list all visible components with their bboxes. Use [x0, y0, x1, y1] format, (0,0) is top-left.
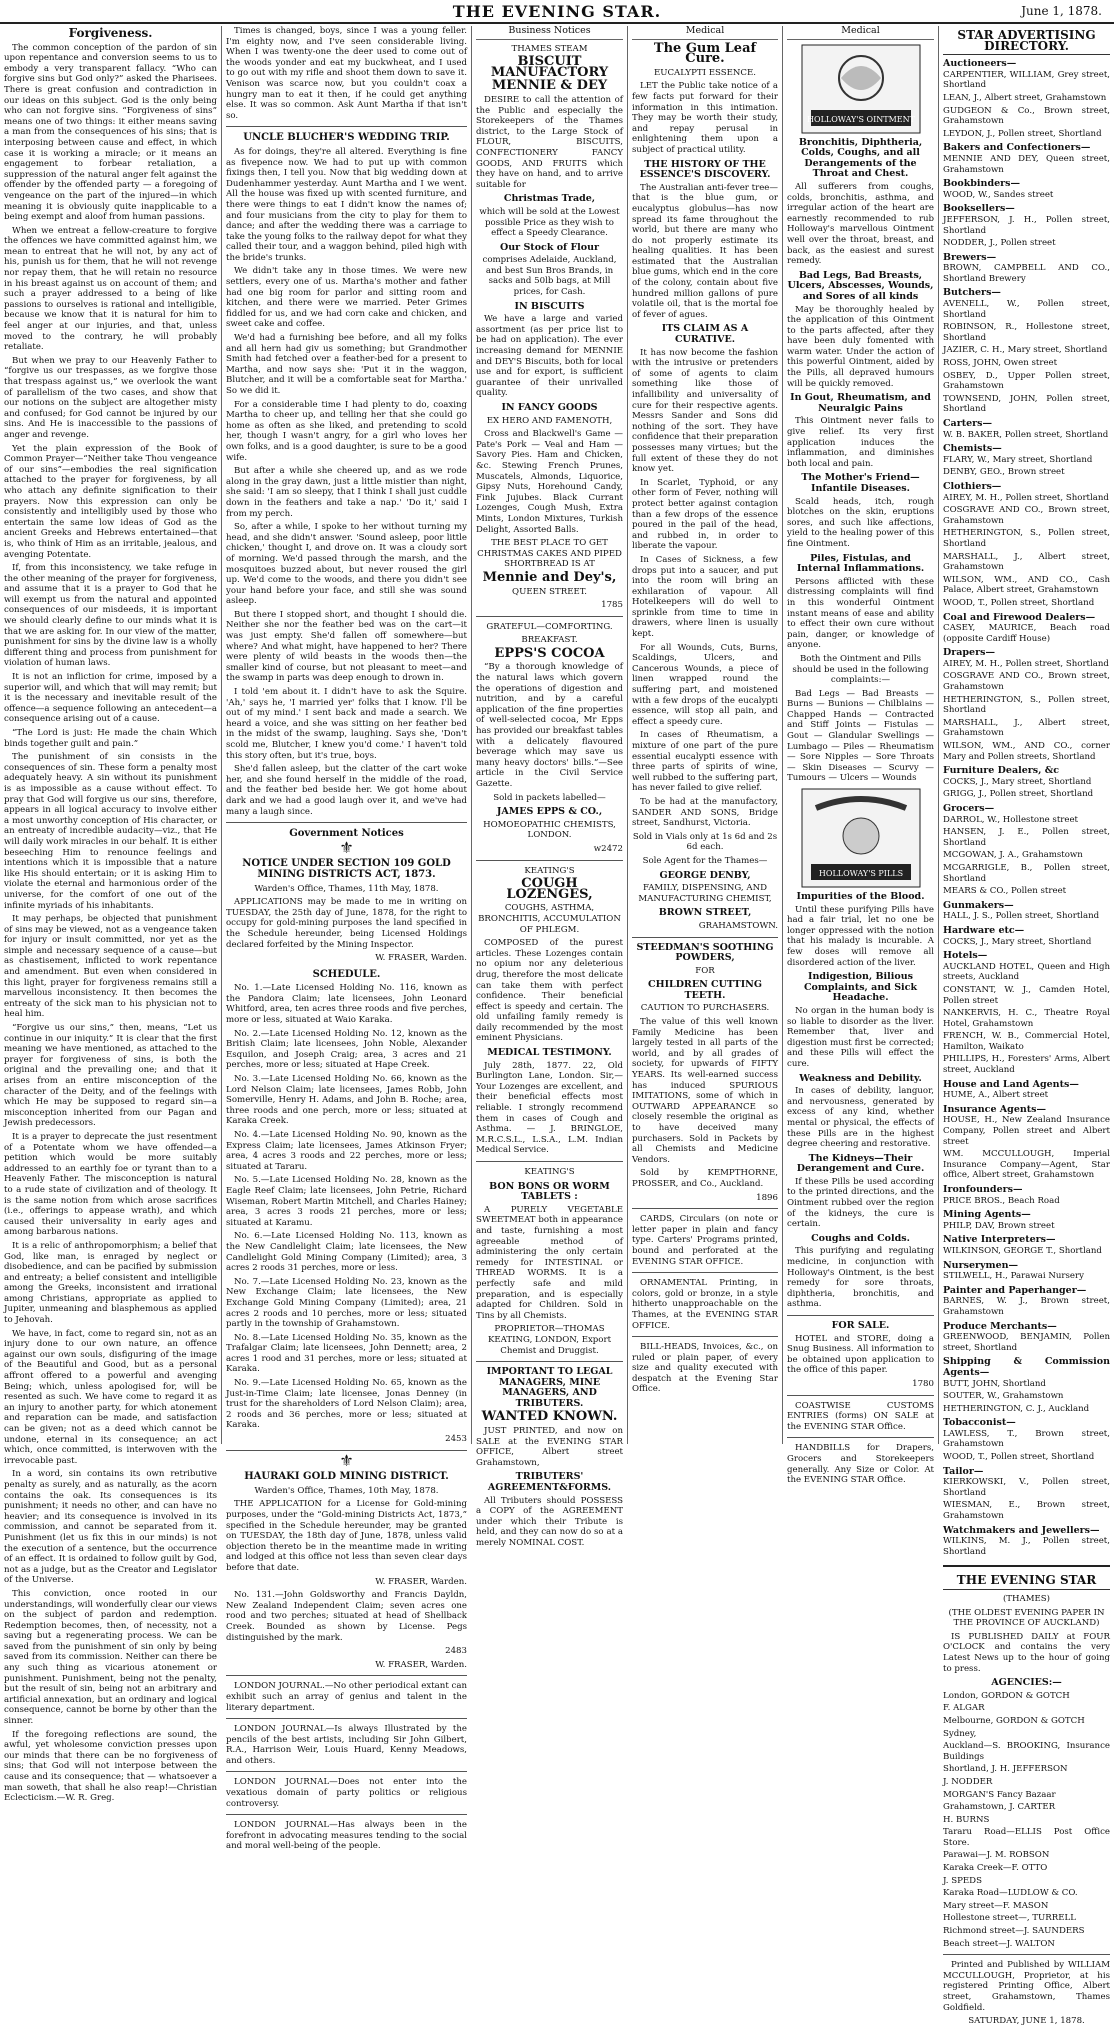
ad-body: To be had at the manufactory, SANDER AND SONS, Bridge street, Sandhurst, Victoria.: [632, 796, 778, 829]
notice-signature: W. FRASER, Warden.: [375, 953, 467, 964]
ad-body: All Tributers should POSSESS a COPY of the AGREEMENT under which their Tribute is held, and they can now do so at a merely NOMINAL COST.: [476, 1495, 623, 1548]
article-paragraph: It is not an infliction for crime, imposed by a superior will, and which that will may remit; but it is the necessary and inevitable result of the offence—a sequence following an antecedent—a consequence arising out of a cause.: [4, 672, 217, 725]
directory-entry: COCKS, J., Mary street, Shortland: [943, 776, 1092, 787]
article-paragraph: “The Lord is just: He made the chain Which binds together guilt and pain.”: [4, 728, 217, 749]
directory-entry: CONSTANT, W. J., Camden Hotel, Pollen street: [943, 984, 1110, 1006]
story-paragraph: As for doings, they're all altered. Everything is fine as fivepence now. We had to put up with common fixings then, I tell you. Now that big wedding down at Dudenhammer yesterday. Aunt Martha and I we went. All the house was fixed up with scented furniture, and there were things to eat I didn't know the names of; and four musicians from the city to play for them to dance; and after the wedding there was a carriage to take the young folks to the railway depot for what they called their tour, and a waggon behind, piled high with the bride's trunks.: [226, 146, 467, 263]
schedule-item: No. 7.—Late Licensed Holding No. 23, known as the New Exchange Claim; late licensees, the New Exchange Gold Mining Company (Limited); area, 21 acres 2 roods and 10 perches, more or less; situated partly in the township of Grahamstown.: [226, 1276, 467, 1330]
directory-entry: MARSHALL, J., Albert street, Grahamstown: [943, 551, 1110, 573]
article-paragraph: “Forgive us our sins,” then, means, “Let us continue in our iniquity.” It is clear that the first meaning we have mentioned, as attached to the prayer for forgiveness of sins, is both the original and the prevailing one; and that it arises from an entire misconception of the character of the Deity, and of the feelings with which He may be supposed to regard sin—a misconception inherited from our Pagan and Jewish predecessors.: [4, 1023, 217, 1129]
story-paragraph: She'd fallen asleep, but the clatter of the cart woke her, and she found herself in the middle of the road, and the feather bed beside her. We got home about dark and we had a good laugh over it, and we've had many a laugh since.: [226, 764, 467, 817]
column-directory: [939, 26, 1114, 2027]
masthead: [0, 0, 1114, 24]
directory-entry: HUME, A., Albert street: [943, 1090, 1049, 1101]
story-paragraph: We'd had a furnishing bee before, and all my folks and all hern had giv us something; but Grandmother Smith had fetched over a feather-bed for a present to Martha, and now says she: 'Put it in the waggon, Blutcher, and it will be a comfortable seat for Martha.' So we did it.: [226, 333, 467, 396]
schedule-item: No. 2.—Late Licensed Holding No. 12, known as the British Claim; late licensees, John Noble, Alexander Esquilon, and Joseph Craig; area, 3 acres and 21 perches, more or less; situated at Hape Creek.: [226, 1028, 467, 1071]
schedule-item: No. 6.—Late Licensed Holding No. 113, known as the New Candlelight Claim; late licensees, the New Candlelight Gold Mining Company (Limited); area, 3 acres 2 roods 31 perches, more or less.: [226, 1231, 467, 1274]
ad-body: In cases of Rheumatism, a mixture of one part of the pure essential eucalypti essence with three parts of spirits of wine, well rubbed to the suffering part, has never failed to give relief.: [632, 730, 778, 794]
directory-category: Bakers and Confectioners—: [943, 142, 1091, 154]
firm-town: GRAHAMSTOWN.: [698, 920, 778, 931]
directory-category: Bookbinders—: [943, 178, 1020, 190]
agent-entry: Beach street—J. WALTON: [943, 1938, 1055, 1949]
ad-body: Sold in packets labelled—: [493, 792, 606, 803]
article-title: Forgiveness.: [68, 26, 153, 40]
directory-category: Hotels—: [943, 950, 988, 962]
directory-entry: MARSHALL, J., Albert street, Grahamstown: [943, 717, 1110, 739]
ad-body: No organ in the human body is so liable to disorder as the liver. Remember that, liver and digestion must first be corrected; and these Pills will effect the cure.: [787, 1005, 934, 1069]
directory-entry: BUTT, JOHN, Shortland: [943, 1378, 1046, 1389]
directory-entry: SOUTER, W., Grahamstown: [943, 1391, 1064, 1402]
directory-category: Native Interpreters—: [943, 1234, 1056, 1246]
holloway-pills-illustration: [801, 788, 921, 888]
agent-entry: Hollestone street—, TURRELL: [943, 1913, 1076, 1924]
ad-subtitle: Impurities of the Blood.: [796, 891, 925, 903]
directory-entry: WILSON, WM., AND CO., corner Mary and Pollen streets, Shortland: [943, 741, 1110, 762]
directory-entry: WOOD, W., Sandes street: [943, 189, 1054, 200]
directory-entry: FLARY, W., Mary street, Shortland: [943, 454, 1093, 465]
directory-entry: WOOD, T., Pollen street, Shortland: [943, 1452, 1095, 1463]
directory-category: Watchmakers and Jewellers—: [943, 1524, 1100, 1536]
ad-subtitle: In Gout, Rheumatism, and Neuralgic Pains: [790, 392, 931, 414]
ad-body: In cases of debility, languor, and nervousness, generated by excess of any kind, whether mental or physical, the effects of these Pills are in the highest degree cheering and restorative.: [787, 1086, 934, 1150]
directory-entry: LEAN, J., Albert street, Grahamstown: [943, 92, 1107, 103]
ad-subtitle: CHILDREN CUTTING TEETH.: [648, 979, 762, 1001]
ad-kicker: THAMES STEAM: [511, 43, 588, 54]
ad-body: July 28th, 1877. 22, Old Burlington Lane, London. Sir,—Your Lozenges are excellent, and their beneficial effects most reliable. I strongly recommend them in cases of Cough and Asthma. — J. BRINGLOE, M.R.C.S.L., L.S.A., L.M. Indian Medical Service.: [476, 1060, 623, 1156]
directory-entry: TOWNSEND, JOHN, Pollen street, Shortland: [943, 393, 1110, 415]
agent-entry: J. SPEDS: [943, 1875, 982, 1886]
directory-entry: MEARS & CO., Pollen street: [943, 886, 1067, 897]
ad-title: STEEDMAN'S SOOTHING POWDERS,: [636, 941, 774, 964]
section-heading: Government Notices: [289, 828, 404, 840]
ad-body: THE BEST PLACE TO GET CHRISTMAS CAKES AND PIPED SHORTBREAD IS AT: [477, 538, 622, 570]
ad-number: 2483: [445, 1646, 467, 1657]
ad-subtitle: Weakness and Debility.: [799, 1072, 922, 1084]
directory-entry: HANSEN, J. E., Pollen street, Shortland: [943, 827, 1110, 848]
agent-entry: F. ALGAR: [943, 1703, 985, 1714]
ad-subtitle: IN BISCUITS: [514, 300, 585, 312]
ad-subtitle: Our Stock of Flour: [499, 241, 600, 253]
agent-list: [943, 1691, 1110, 1949]
pills-logo-text: HOLLOWAY'S PILLS: [818, 869, 903, 879]
directory-category: Mining Agents—: [943, 1209, 1031, 1221]
article-paragraph: We have, in fact, come to regard sin, not as an injury done to our own nature, an offence against our own souls, disfiguring of the image of the Beautiful and Good, but as a personal affront offered to a powerful and avenging Being; which, unless apologised for, will be resented as such. We have come to regard it as an injury to another party, for which atonement and reparation can be made, and satisfaction can be given; not as a deed which cannot be undone, eternal in its consequence; an act which, once committed, is interwoven with the irrevocable past.: [4, 1328, 217, 1466]
directory-category: Furniture Dealers, &c: [943, 765, 1060, 777]
agent-entry: Melbourne, GORDON & GOTCH: [943, 1715, 1085, 1726]
directory-category: Grocers—: [943, 803, 995, 814]
ad-body: This purifying and regulating medicine, in conjunction with Holloway's Ointment, is the best remedy for sore throats, diphtheria, bronchitis, and asthma.: [787, 1246, 934, 1310]
issue-date: June 1, 1878.: [1021, 4, 1102, 18]
directory-category: Brewers—: [943, 251, 997, 263]
directory-category: Chemists—: [943, 443, 1002, 455]
ad-body: Cross and Blackwell's Game — Pate's Pork — Veal and Ham — Savory Pies. Ham and Chicken, &c. Stewing French Prunes, Muscatels, Almonds, Liquorice, Gipsy Nuts, Horehound Candy, Fink Jujubes. Black Currant Lozenges, Cough Mush, Extra Mints, London Mixtures, Turkish Delight, Assorted Balls.: [476, 429, 623, 535]
ad-body: comprises Adelaide, Auckland, and best Sun Bros Brands, in sacks and 50lb bags, at Mill prices, for Cash.: [482, 255, 617, 298]
directory-entry: COSGRAVE AND CO., Brown street, Grahamstown: [943, 671, 1110, 693]
directory-entry: AIREY, M. H., Pollen street, Shortland: [943, 658, 1109, 669]
agent-entry: H. BURNS: [943, 1814, 990, 1825]
column-heading: Business Notices: [476, 26, 623, 40]
directory-entry: WILKINSON, GEORGE T., Shortland: [943, 1245, 1102, 1256]
notice-signature: W. FRASER, Warden.: [375, 1659, 467, 1670]
ad-kicker: KEATING'S: [524, 1167, 575, 1177]
story-paragraph: For a considerable time I had plenty to do, coaxing Martha to cheer up, and telling her that she could go home as often as she liked, and pretending to scold her, though I wasn't angry, for a girl who loves her own folks, and is a good daughter, is sure to be a good wife.: [226, 399, 467, 463]
ad-body: For all Wounds, Cuts, Burns, Scaldings, Ulcers, and Cancerous Wounds, a piece of linen wrapped round the suffering part, and moistened with a few drops of the eucalypti essence, will stop all pain, and effect a speedy cure.: [632, 642, 778, 727]
ad-body: It has now become the fashion with the intrusive or pretenders of some of agents to claim something like those of infallibility and universality of cure for their respective agents. Messrs Sander and Sons did nothing of the sort. They have confidence that their preparation possesses many virtues; but the full extent of these they do not know yet.: [632, 347, 778, 475]
directory-entry: CASEY, MAURICE, Beach road (opposite Cardiff House): [943, 623, 1110, 644]
directory-entry: WILSON, WM., AND CO., Cash Palace, Albert street, Grahamstown: [943, 574, 1110, 596]
article-paragraph: It is a prayer to deprecate the just resentment of a Potentate whom we have offended—a petition which would be more suitably addressed to an earthly foe or tyrant than to a Heavenly Father. The misconception is natural to a rude state of civilization and of theology. It is the same notion from which arose sacrifices (i.e., offerings to appease wrath), and which caused their universality in early ages and among barbarous nations.: [4, 1131, 217, 1238]
agent-entry: Grahamstown, J. CARTER: [943, 1802, 1056, 1813]
directory-category: Ironfounders—: [943, 1184, 1023, 1195]
ad-body: CARDS, Circulars (on note or letter paper in plain and fancy type. Carters' Programs printed, bound and perforated at the EVENING STAR OFFICE.: [632, 1214, 778, 1267]
directory-entry: COSGRAVE AND CO., Brown street, Grahamstown: [943, 505, 1110, 526]
ad-body: This Ointment never fails to give relief. Its very first application induces the inflammation, and diminishes both local and pain.: [787, 416, 934, 469]
ad-body: EX HERO AND FAMENOTH,: [486, 415, 613, 426]
directory-title: STAR ADVERTISING DIRECTORY.: [943, 30, 1110, 55]
directory-entry: GUDGEON & Co., Brown street, Grahamstown: [943, 105, 1110, 127]
firm-address: HOMOEOPATHIC CHEMISTS, LONDON.: [483, 819, 616, 841]
article-paragraph: In a word, sin contains its own retributive penalty as surely, and as naturally, as the acorn contains the oak. Its consequences is its punishment; it needs no other, and can have no heavier; and its consequence is involved in its commission, and cannot be separated from it. Punishment (let us fix this in our minds) is not the execution of a sentence, but the occurrence of an effect. It is ordained to follow guilt by God, not as a judge, but as the Creator and Legislator of the Universe.: [4, 1469, 217, 1586]
ad-subtitle: Piles, Fistulas, and Internal Inflammations.: [796, 552, 925, 575]
story-paragraph: But after a while she cheered up, and as we rode along in the gray dawn, just a little mistier than night, she said: 'I am so sleepy, that I think I shall just cuddle down in the feathers and take a nap.' 'Do it,' said I from my perch.: [226, 466, 467, 519]
article-paragraph: This conviction, once rooted in our understandings, will wonderfully clear our views on the subject of pardon and redemption. Redemption becomes, then, of necessity, not a saving but a regenerating process. We can be saved from the punishment of sin only by being saved from its commission. Neither can there be any such thing as vicarious atonement or punishment. Punishment, being not the penalty, but the result of sin, being not an arbitrary and artificial annexation, but an ordinary and logical consequence, cannot be borne by other than the sinner.: [4, 1588, 217, 1727]
agent-entry: J. NODDER: [943, 1776, 993, 1787]
directory-category: Nurserymen—: [943, 1259, 1019, 1271]
ad-subtitle: MEDICAL TESTIMONY.: [487, 1047, 612, 1059]
directory-category: Insurance Agents—: [943, 1103, 1047, 1115]
directory-category: Painter and Paperhanger—: [943, 1284, 1087, 1296]
directory-entry: WOOD, T., Pollen street, Shortland: [943, 597, 1095, 608]
column-story-notices: [222, 26, 472, 1852]
directory-entry: WM. MCCULLOUGH, Imperial Insurance Company—Agent, Star office, Albert street, Grahamstown: [943, 1149, 1110, 1181]
agent-entry: Auckland—S. BROOKING, Insurance Buildings: [943, 1741, 1110, 1762]
column-business-notices: [472, 25, 628, 1548]
story-paragraph: But there I stopped short, and thought I should die. Neither she nor the feather bed was on the cart—it was just empty. She'd fallen off somewhere—but where? And what might, have happened to her? There were plenty of wild beasts in the woods then—the smaller kind of course, but not pleasant to meet—and the swamp in parts was deep enough to drown in.: [226, 609, 467, 684]
directory-entry: OSBEY, D., Upper Pollen street, Grahamstown: [943, 370, 1110, 392]
directory-entry: CARPENTIER, WILLIAM, Grey street, Shortland: [943, 69, 1110, 91]
ad-title: BISCUIT MANUFACTORY: [490, 54, 609, 80]
firm-name: Mennie and Dey's,: [482, 569, 617, 585]
ad-body: May be thoroughly healed by the application of this Ointment to the parts affected, after they have been duly fomented with warm water. Under the action of this powerful Ointment, aided by the Pills, all depraved humours will be quickly removed.: [787, 304, 934, 389]
directory-category: Gunmakers—: [943, 899, 1014, 911]
directory-entry: AVENELL, W., Pollen street, Shortland: [943, 299, 1110, 320]
directory-entry: ROSS, JOHN, Owen street: [943, 358, 1058, 369]
directory-category: Drapers—: [943, 647, 995, 659]
ad-title: COUGH LOZENGES,: [506, 876, 593, 902]
london-journal-ad: LONDON JOURNAL—Does not enter into the vexatious domain of party politics or religious controversy.: [226, 1777, 467, 1809]
directory-entry: DARROL, W., Hollestone street: [943, 814, 1079, 825]
directory-category: Produce Merchants—: [943, 1320, 1057, 1332]
directory-category: Booksellers—: [943, 203, 1015, 215]
story-title: UNCLE BLUCHER'S WEDDING TRIP.: [243, 132, 450, 144]
schedule-item: No. 8.—Late Licensed Holding No. 35, known as the Trafalgar Claim; late licensees, John Dennett; area, 2 acres 1 rood and 31 perches, more or less; situated at Karaka.: [226, 1332, 467, 1375]
directory-entry: PRICE BROS., Beach Road: [943, 1195, 1060, 1206]
article-paragraph: If, from this inconsistency, we take refuge in the other meaning of the prayer for forgiveness, and assume that it is a prayer to God that he will exempt us from the natural and appointed consequences of our misdeeds, it is important we should clearly define to our minds what it is that we are asking for. In our view of the matter, punishment for sins by the divine law is a wholly different thing and process from punishment for violation of human laws.: [4, 563, 217, 669]
directory-category: Carters—: [943, 418, 993, 429]
ad-body: If these Pills be used according to the printed directions, and the Ointment rubbed over the region of the kidneys, the cure is certain.: [787, 1176, 934, 1230]
ad-kicker: KEATING'S: [524, 865, 575, 876]
ad-subtitle: EUCALYPTI ESSENCE.: [653, 67, 757, 78]
firm-desc: FAMILY, DISPENSING, AND MANUFACTURING CHEMIST,: [638, 883, 772, 904]
directory-category: Hardware etc—: [943, 924, 1025, 936]
story-paragraph: Times is changed, boys, since I was a young feller. I'm eighty now, and I've seen considerable living. When I was twenty-one the deer used to come out of the woods yonder and eat my buckwheat, and I used to go out with my rifle and shoot them down to save it. Venison was scarce now, but you couldn't coax a hungry man to eat it then, if he could get anything else. It was so common. Ask Aunt Martha if that isn't so.: [226, 26, 467, 121]
ad-body: All sufferers from coughs, colds, bronchitis, asthma, and irregular action of the heart are earnestly recommended to rub Holloway's marvellous Ointment well over the throat, breast, and back, as the easiest and surest remedy.: [787, 181, 934, 267]
directory-entry: BARNES, W. J., Brown street, Grahamstown: [943, 1296, 1110, 1317]
ad-number: 1896: [756, 1192, 778, 1203]
ad-body: COMPOSED of the purest articles. These Lozenges contain no opium nor any deleterious drug, therefore the most delicate can take them with perfect confidence. Their beneficial effect is speedy and certain. The old unfailing family remedy is daily recommended by the most eminent Physicians.: [476, 938, 623, 1044]
notice-body: APPLICATIONS may be made to me in writing on TUESDAY, the 25th day of June, 1878, for the right to occupy for gold-mining purposes the land specified in the Schedule hereunder, being Licensed Holdings declared forfeited by the Mining Inspector.: [226, 897, 467, 950]
column-heading: Medical: [632, 26, 778, 40]
ad-body: COASTWISE CUSTOMS ENTRIES (forms) ON SALE at the EVENING STAR Office.: [787, 1400, 934, 1432]
es-title: THE EVENING STAR: [943, 1575, 1110, 1590]
article-paragraph: Yet the plain expression of the Book of Common Prayer—“Neither take Thou vengeance of our sins”—embodies the real signification attached to the prayer for forgiveness, by all who attach any definite signification to their prayers. Now this expression can only be consistently and intelligibly used by those who entertain the same low ideas of God as the ancient Greeks and Hebrews entertained—that is, who think of Him as an irritable, jealous, and avenging Potentate.: [4, 443, 217, 560]
ad-title: EPPS'S COCOA: [494, 645, 605, 661]
article-paragraph: The common conception of the pardon of sin upon repentance and conversion seems to us to embody a very transparent fallacy. “Who can forgive sins but God only?” asked the Pharisees. There is great confusion and contradiction in our ideas on this subject. God is the only being who can not forgive sins. “Forgiveness of sins” means one of two things: it either means saving a man from the consequences of his sins; that is interposing between cause and effect, in which case it is working a miracle; or it means an engagement to forbear retaliation, a suppression of the natural anger felt against the offender by the offended party — a foregoing of vengeance on the part of the injured—in which meaning it is obviously quite inapplicable to a being exempt and aloof from human passions.: [4, 42, 217, 223]
ad-body: Scald heads, itch, rough blotches on the skin, eruptions sores, and such like affections, yield to the healing power of this fine Ointment.: [787, 496, 934, 549]
directory-entry: WIESMAN, E., Brown street, Grahamstown: [943, 1500, 1110, 1522]
directory-category: Butchers—: [943, 287, 1001, 299]
directory-category: Coal and Firewood Dealers—: [943, 611, 1096, 623]
agent-entry: Karaka Road—LUDLOW & CO.: [943, 1888, 1078, 1899]
agent-entry: Sydney,: [943, 1728, 977, 1739]
directory-entry: JEFFERSON, J. H., Pollen street, Shortland: [943, 214, 1110, 236]
notice-office: Warden's Office, Thames, 11th May, 1878.: [254, 883, 439, 894]
ointment-logo-text: HOLLOWAY'S OINTMENT: [806, 114, 915, 124]
london-journal-ad: LONDON JOURNAL.—No other periodical extant can exhibit such an array of genius and talent in the literary department.: [226, 1681, 467, 1713]
article-paragraph: It may perhaps, be objected that punishment of sins may be viewed, not as a vengeance taken for injury or insult committed, nor yet as the simple and necessary sequence of a cause—but as chastisement, inflicted to work repentance and amendment. But even when considered in this light, prayer for forgiveness remains still a marvellous inconsistency. It then becomes the entreaty of the sick man to his physician not to heal him.: [4, 914, 217, 1020]
ad-body: JUST PRINTED, and now on SALE at the EVENING STAR OFFICE, Albert street Grahamstown,: [476, 1426, 623, 1468]
es-tagline: (THE OLDEST EVENING PAPER IN THE PROVINCE OF AUCKLAND): [948, 1607, 1105, 1629]
ad-body: In Scarlet, Typhoid, or any other form of Fever, nothing will protect better against contagion than a few drops of the essence poured in the pail of the head, and rubbed in, in order to liberate the vapour.: [632, 477, 778, 552]
schedule-item: No. 5.—Late Licensed Holding No. 28, known as the Eagle Reef Claim; late licensees, John Petrie, Richard Wiseman, Robert Martin Mitchell, and Charles Hainey; area, 3 acres 3 roods 21 perches, more or less; situated at Karamu.: [226, 1175, 467, 1228]
story-body: [226, 147, 467, 817]
ad-body: A PURELY VEGETABLE SWEETMEAT both in appearance and taste, furnishing a most agreeable method of administering the only certain remedy for INTESTINAL or THREAD WORMS. It is a perfectly safe and mild preparation, and is especially adapted for Children. Sold in Tins by all Chemists.: [476, 1204, 623, 1321]
agent-entry: Richmond street—J. SAUNDERS: [943, 1926, 1085, 1937]
directory-entry: FRENCH, W. B., Commercial Hotel, Hamilton, Waikato: [943, 1031, 1110, 1052]
ad-title: BON BONS OR WORM TABLETS :: [489, 1180, 610, 1203]
directory-entry: WILKINS, M. J., Pollen street, Shortland: [943, 1536, 1110, 1557]
directory-entry: LEYDON, J., Pollen street, Shortland: [943, 128, 1102, 139]
article-paragraph: The punishment of sin consists in the consequences of sin. These form a penalty most adequately heavy. A sin without its punishment is as impossible as a cause without effect. To pray that God will forgive us our sins, therefore, appears in all logical accuracy to involve either a most unworthy conception of His character, or an entreaty of incredible audacity—viz., that He will daily work miracles in our behalf. It is either beseeching Him to renounce feelings and intentions which it is impossible that a nature like His should entertain; or it is asking Him to violate the eternal and harmonious order of the universe, for the comfort of one out of the infinite myriads of his inhabitants.: [4, 752, 217, 911]
ad-kicker: GRATEFUL—COMFORTING.: [486, 621, 613, 632]
directory-entry: DENBY, GEO., Brown street: [943, 467, 1065, 478]
ad-number: 2453: [445, 1434, 467, 1445]
agent-entry: Parawai—J. M. ROBSON: [943, 1850, 1050, 1861]
directory-entry: HETHERINGTON, S., Pollen street, Shortland: [943, 528, 1110, 549]
ad-subtitle: Bad Legs, Bad Breasts, Ulcers, Abscesses, Wounds, and Sores of all kinds: [787, 269, 934, 302]
ad-body: Sold by KEMPTHORNE, PROSSER, and Co., Auckland.: [632, 1168, 778, 1189]
notice-signature: W. FRASER, Warden.: [375, 1576, 467, 1587]
ad-number: w2472: [593, 843, 623, 854]
directory-entry: STILWELL, H., Parawai Nursery: [943, 1271, 1084, 1282]
directory-entry: PHILLIPS, H., Foresters' Arms, Albert street, Auckland: [943, 1054, 1110, 1076]
directory-entry: HALL, J. S., Pollen street, Shortland: [943, 911, 1100, 922]
ad-title: WANTED KNOWN.: [481, 1409, 618, 1425]
directory-entry: JAZIER, C. H., Mary street, Shortland: [943, 345, 1108, 356]
disease-list: Bad Legs — Bad Breasts — Burns — Bunions — Chilblains — Chapped Hands — Contracted and Stiff Joints — Fistulas — Gout — Glandular Swellings — Lumbago — Piles — Rheumatism — Sore Nipples — Sore Throats — Skin Diseases — Scurvy — Tumours — Ulcers — Wounds: [787, 688, 934, 784]
es-agencies-heading: AGENCIES:—: [991, 1677, 1062, 1689]
schedule-item: No. 3.—Late Licensed Holding No. 66, known as the Lord Nelson Claim; late licensees, James Robb, John Somerville, Henry H. Adams, and John B. Roche; area, three roods and one perch, more or less; situated at Karaka Creek.: [226, 1074, 467, 1127]
ad-body: BILL-HEADS, Invoices, &c., on ruled or plain paper, of every size and quality executed with despatch at the Evening Star Office.: [632, 1342, 778, 1395]
ad-body: DESIRE to call the attention of the Public and especially the Storekeepers of the Thames district, to the Large Stock of FLOUR, BISCUITS, CONFECTIONERY FANCY GOODS, AND FRUITS which they have on hand, and to arrive suitable for: [476, 94, 623, 190]
ad-subtitle: The Kidneys—Their Derangement and Cure.: [796, 1152, 925, 1175]
ad-body: PROPRIETOR—THOMAS KEATING, LONDON, Export Chemist and Druggist.: [487, 1324, 612, 1356]
firm-name: MENNIE & DEY: [491, 78, 608, 94]
ad-subtitle: The Mother's Friend—Infantile Diseases.: [801, 472, 920, 494]
es-subtitle: (THAMES): [1002, 1594, 1051, 1604]
directory-entry: HETHERINGTON, C. J., Auckland: [943, 1403, 1090, 1414]
ad-subtitle: CAUTION TO PURCHASERS.: [640, 1003, 770, 1014]
column-medical-holloway: [783, 25, 939, 1486]
article-body: [4, 43, 217, 1804]
ad-subtitle: Christmas Trade,: [503, 193, 596, 205]
notice-title: HAURAKI GOLD MINING DISTRICT.: [244, 1471, 449, 1483]
royal-crest-icon: ⚜: [339, 837, 354, 857]
ad-subtitle: ITS CLAIM AS A CURATIVE.: [661, 323, 749, 346]
ad-subtitle: IN FANCY GOODS: [501, 402, 598, 413]
schedule-item: No. 9.—Late Licensed Holding No. 65, known as the Just-in-Time Claim; late licensee, Jonas Denney (in trust for the shareholders of Lord Nelson Claim); area, 2 roods and 36 perches, more or less; situated at Karaka.: [226, 1378, 467, 1431]
agent-entry: Tararu Road—ELLIS Post Office Store.: [943, 1827, 1110, 1848]
directory-entry: COCKS, J., Mary street, Shortland: [943, 936, 1092, 947]
schedule-item: No. 1.—Late Licensed Holding No. 116, known as the Pandora Claim; late licensees, John Leonard Whitford, area, ten acres three roods and five perches, more or less, situated at Waio Karaka.: [226, 983, 467, 1026]
directory-entry: ROBINSON, R., Hollestone street, Shortland: [943, 322, 1110, 343]
article-paragraph: It is a relic of anthropomorphism; a belief that God, like man, is enraged by neglect or disobedience, and can be pacified by submission and entreaty; a belief consistent and intelligible among the Greeks, inconsistent and irrational among Christians, appropriate as applied to Jupiter, unmeaning and blasphemous as applied to Jehovah.: [4, 1240, 217, 1326]
directory-entry: MCGOWAN, J. A., Grahamstown: [943, 850, 1083, 861]
article-paragraph: When we entreat a fellow-creature to forgive the offences we have committed against him, we mean to entreat that he will not, by any act of his, punish us for them, that he will not revenge nor repay them, that he will retain no resource in his breast against us on account of them; and such a prayer addressed to a being of like passions to ourselves is rational and intelligible, because we know that it is natural for him to feel anger at our injuries, and that, unless moved to the contrary, he will probably retaliate.: [4, 225, 217, 353]
ad-subtitle: COUGHS, ASTHMA, BRONCHITIS, ACCUMULATION OF PHLEGM.: [478, 903, 621, 935]
directory-category: House and Land Agents—: [943, 1078, 1079, 1090]
ad-subtitle: TRIBUTERS' AGREEMENT&FORMS.: [487, 1471, 612, 1494]
ad-subtitle: Coughs and Colds.: [811, 1232, 910, 1244]
firm-name: GEORGE DENBY,: [659, 869, 751, 881]
imprint-date: SATURDAY, JUNE 1, 1878.: [968, 2016, 1085, 2027]
es-body: IS PUBLISHED DAILY at FOUR O'CLOCK and contains the very Latest News up to the hour of going to press.: [943, 1631, 1110, 1674]
ad-body: LET the Public take notice of a few facts put forward for their information in this intimation. They may be worth their study, and repay perusal in enlightening them upon a subject of practical utility.: [632, 81, 778, 155]
directory-entry: PHILP, DAV, Brown street: [943, 1220, 1055, 1231]
holloway-ointment-illustration: [801, 44, 921, 134]
ad-body: “By a thorough knowledge of the natural laws which govern the operations of digestion and nutrition, and by a careful application of the fine properties of well-selected cocoa, Mr Epps has provided our breakfast tables with a delicately flavoured beverage which may save us many heavy doctors' bills.”—See article in the Civil Service Gazette.: [476, 662, 623, 789]
column-heading: Medical: [787, 26, 934, 40]
story-text: [226, 26, 467, 121]
directory-entry: AUCKLAND HOTEL, Queen and High streets, Auckland: [943, 961, 1110, 983]
article-paragraph: But when we pray to our Heavenly Father to “forgive us our trespasses, as we forgive those that trespass against us,” we overlook the want of parallelism of the two cases, and show that our notions on the subject are altogether misty and confused; for God cannot be injured by our sins. And He is inaccessible to the passions of anger and revenge.: [4, 355, 217, 440]
newspaper-title: THE EVENING STAR.: [452, 2, 662, 21]
directory-entry: NANKERVIS, H. C., Theatre Royal Hotel, Grahamstown: [943, 1008, 1110, 1029]
ad-number: 1785: [601, 600, 623, 611]
directory-entry: HOUSE, H., New Zealand Insurance Company, Pollen street and Albert street: [943, 1115, 1110, 1147]
ad-body: which will be sold at the Lowest possible Price as they wish to effect a Speedy Clearance.: [479, 206, 620, 239]
directory-entry: MCGARRIGLE, B., Pollen street, Shortland: [943, 862, 1110, 884]
schedule-title: SCHEDULE.: [312, 968, 381, 980]
directory-list: [943, 59, 1110, 1557]
ad-kicker: BREAKFAST.: [521, 635, 578, 646]
directory-entry: W. B. BAKER, Pollen street, Shortland: [943, 429, 1109, 440]
firm-name: JAMES EPPS & CO.,: [496, 806, 603, 818]
directory-entry: HETHERINGTON, S., Pollen street, Shortland: [943, 694, 1110, 716]
directory-entry: BROWN, CAMPBELL AND CO., Shortland Brewery: [943, 263, 1110, 284]
ad-title: The Gum Leaf Cure.: [653, 40, 757, 67]
directory-entry: LAWLESS, T., Brown street, Grahamstown: [943, 1428, 1110, 1450]
ad-subtitle: Indigestion, Bilious Complaints, and Sick Headache.: [803, 971, 918, 1004]
royal-crest-icon: ⚜: [339, 1450, 354, 1470]
ad-note: Both the Ointment and Pills should be used in the following complaints:—: [792, 653, 929, 686]
ad-number: 1780: [912, 1378, 934, 1389]
ad-body: Persons afflicted with these distressing complaints will find in this wonderful Ointment instant means of ease and ability to effect their own cure without pain, danger, or knowledge of anyone.: [787, 576, 934, 651]
directory-entry: GREENWOOD, BENJAMIN, Pollen street, Shortland: [943, 1332, 1110, 1353]
directory-category: Auctioneers—: [943, 58, 1017, 70]
firm-address: QUEEN STREET.: [512, 586, 587, 597]
story-paragraph: So, after a while, I spoke to her without turning my head, and she didn't answer. 'Sound asleep, poor little chicken,' thought I, and drove on. It was a cloudy sort of morning. We'd passed through the marsh, and the mosquitoes buzzed about, but never roused the girl up. We'd come to the woods, and there you didn't see your hand before your face, and still she was sound asleep.: [226, 522, 467, 607]
directory-entry: KIERKOWSKI, V., Pollen street, Shortland: [943, 1477, 1110, 1498]
agent-entry: Shortland, J. H. JEFFERSON: [943, 1764, 1068, 1775]
notice-schedule: No. 131.—John Goldsworthy and Francis Dayldn, New Zealand Independent Claim; seven acres one rood and two perches; situated at head of Shellback Creek. Bounded as shown by License. Pegs distinguished by the mark.: [226, 1590, 467, 1643]
column-forgiveness: [0, 26, 222, 1804]
agent-entry: Karaka Creek—F. OTTO: [943, 1863, 1048, 1874]
ad-body: Sole Agent for the Thames—: [642, 855, 768, 866]
ad-body: The Australian anti-fever tree—that is the blue gum, or eucalyptus globulus—has now spread its fame throughout the world, but there are many who do not properly estimate its healing qualities. It has been estimated that the Australian blue gums, which end in the core of the colony, contain about five hundred million gallons of pure volatile oil, that is the mortal foe of fever of agues.: [632, 182, 778, 320]
directory-entry: AIREY, M. H., Pollen street, Shortland: [943, 492, 1109, 503]
directory-category: Tailor—: [943, 1465, 984, 1477]
firm-address: BROWN STREET,: [658, 907, 752, 919]
agent-entry: Mary street—F. MASON: [943, 1900, 1049, 1911]
article-paragraph: If the foregoing reflections are sound, the awful, yet wholesome conviction presses upon our minds that there can be no forgiveness of sins; that God will not interpose between the cause and its consequence; that — whatsoever a man soweth, that shall he also reap!—Christian Eclecticism.—W. R. Greg.: [4, 1729, 217, 1804]
directory-entry: GRIGG, J., Pollen street, Shortland: [943, 789, 1094, 800]
story-paragraph: I told 'em about it. I didn't have to ask the Squire. 'Ah,' says he, 'I married yer' folks that I know. I'll be out of my mind.' I sent back and made a search. We heard a voice, and she was sitting on her feather bed in the midst of the swamp, laughing. Says she, 'Don't scold me, Blutcher, I knew you'd come.' I haven't told this story often, but it's true, boys.: [226, 687, 467, 761]
directory-category: Shipping & Commission Agents—: [943, 1356, 1110, 1378]
imprint: Printed and Published by WILLIAM MCCULLOUGH, Proprietor, at his registered Printing Office, Albert street, Grahamstown, Thames Goldfield.: [943, 1960, 1110, 2013]
notice-body: THE APPLICATION for a License for Gold-mining purposes, under the “Gold-mining Districts Act, 1873,” specified in the Schedule hereunder, may be granted on TUESDAY, the 18th day of June, 1878, unless valid objection thereto be in the meantime made in writing and lodged at this office not less than seven clear days before that date.: [226, 1499, 467, 1573]
ad-body: The value of this well known Family Medicine has been largely tested in all parts of the world, and by all grades of society, for upwards of FIFTY YEARS. Its well-earned success has induced SPURIOUS IMITATIONS, some of which in OUTWARD APPEARANCE so closely resemble the original as to have deceived many purchasers. Sold in Packets by all Chemists and Medicine Vendors.: [632, 1017, 778, 1165]
ad-body: FOR: [695, 965, 715, 976]
ad-body: HANDBILLS for Drapers, Grocers and Storekeepers generally. Any Size or Color. At the EVENING STAR Office.: [787, 1443, 934, 1486]
schedule-list: [226, 983, 467, 1431]
directory-category: Tobacconist—: [943, 1417, 1016, 1429]
evening-star-notice: [943, 1565, 1110, 2026]
ad-body: ORNAMENTAL Printing, in colors, gold or bronze, in a style hitherto unapproachable on the Thames, at the EVENING STAR OFFICE.: [632, 1278, 778, 1331]
ad-body: HOTEL and STORE, doing a Snug Business. All information to be obtained upon application to the office of this paper.: [787, 1333, 934, 1376]
story-paragraph: We didn't take any in those times. We were new settlers, every one of us. Martha's mother and father had one big room for parlor and sitting room and kitchen, and there were we married. Peter Grimes fiddled for us, and we had corn cake and chicken, and sweet cake and coffee.: [226, 266, 467, 330]
ad-title: FOR SALE.: [831, 1320, 890, 1331]
ad-subtitle: THE HISTORY OF THE ESSENCE'S DISCOVERY.: [639, 158, 771, 181]
notice-title: NOTICE UNDER SECTION 109 GOLD MINING DISTRICTS ACT, 1873.: [242, 858, 451, 880]
directory-category: Clothiers—: [943, 480, 1002, 492]
directory-entry: NODDER, J., Pollen street: [943, 238, 1056, 249]
ad-title: IMPORTANT TO LEGAL MANAGERS, MINE MANAGERS, AND TRIBUTERS.: [486, 1366, 613, 1409]
london-journal-ad: LONDON JOURNAL—Is always Illustrated by the pencils of the best artists, including Sir John Gilbert, R.A., Harrison Weir, Louis Huard, Kenny Meadows, and others.: [226, 1724, 467, 1766]
ad-body: Sold in Vials only at 1s 6d and 2s 6d each.: [632, 831, 778, 853]
ad-body: We have a large and varied assortment (as per price list to be had on application). The ever increasing demand for MENNIE and DEY'S Biscuits, both for local use and for export, is sufficient guarantee of their unrivalled quality.: [476, 314, 623, 399]
ad-subtitle: Bronchitis, Diphtheria, Colds, Coughs, and all Derangements of the Throat and Chest.: [798, 136, 923, 180]
agent-entry: London, GORDON & GOTCH: [943, 1690, 1070, 1701]
notice-office: Warden's Office, Thames, 10th May, 1878.: [254, 1485, 439, 1496]
directory-entry: MENNIE AND DEY, Queen street, Grahamstown: [943, 153, 1110, 175]
column-medical-gumleaf: [628, 26, 783, 1444]
schedule-item: No. 4.—Late Licensed Holding No. 90, known as the Express Claim; late licensees, James Atkinson Fryer; area, 4 acres 3 roods and 22 perches, more or less; situated at Tararu.: [226, 1130, 467, 1172]
ad-body: In Cases of Sickness, a few drops put into a saucer, and put into the room will bring an exhilaration of vapour. All Hotelkeepers will do well to sprinkle from time to time in drawers, where linen is usually kept.: [632, 554, 778, 640]
london-journal-ad: LONDON JOURNAL—Has always been in the forefront in advocating measures tending to the social and moral well-being of the people.: [226, 1820, 467, 1852]
ad-body: Until these purifying Pills have had a fair trial, let no one be longer oppressed with the notion that his malady is incurable. A few doses will remove all disordered action of the liver.: [787, 904, 934, 968]
agent-entry: MORGAN'S Fancy Bazaar: [943, 1789, 1056, 1800]
